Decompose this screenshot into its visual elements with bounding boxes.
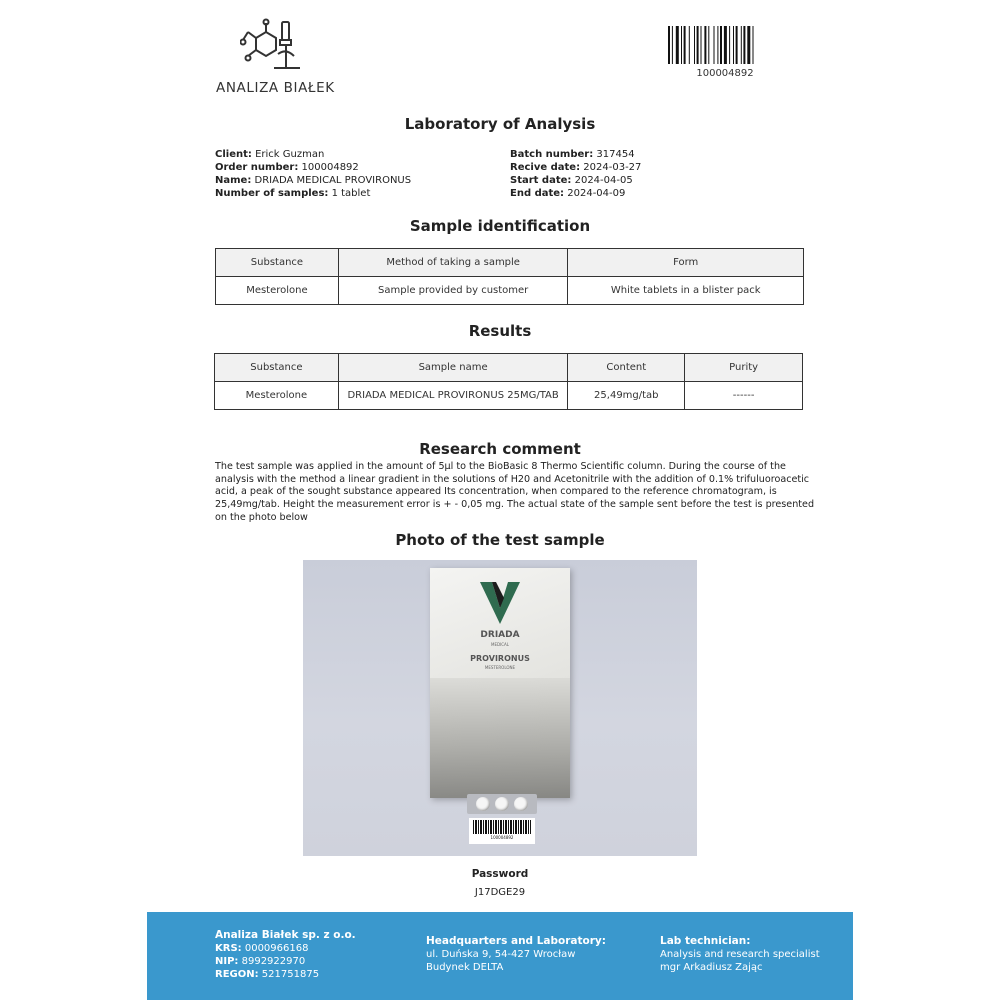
table-cell: Mesterolone bbox=[216, 277, 339, 305]
barcode-bar bbox=[689, 26, 690, 64]
table-cell: ------ bbox=[685, 382, 803, 410]
barcode-bar bbox=[708, 26, 709, 64]
tablet bbox=[476, 797, 490, 811]
barcode-bar bbox=[668, 26, 670, 64]
sample-identification-heading: Sample identification bbox=[409, 217, 591, 235]
info-receive-date: Recive date: 2024-03-27 bbox=[510, 162, 642, 173]
test-sample-photo bbox=[303, 560, 697, 856]
barcode-bar bbox=[676, 26, 679, 64]
research-comment-heading: Research comment bbox=[419, 440, 581, 458]
barcode-bar bbox=[681, 26, 682, 64]
info-order-number: Order number: 100004892 bbox=[215, 162, 359, 173]
tech-title: Analysis and research specialist bbox=[660, 949, 820, 960]
barcode-number: 100004892 bbox=[696, 68, 754, 79]
barcode-bar bbox=[684, 26, 686, 64]
table-cell: Sample provided by customer bbox=[338, 277, 568, 305]
label-number: 100004892 bbox=[490, 835, 514, 840]
table-header-cell: Form bbox=[568, 249, 804, 277]
sample-identification-table bbox=[215, 248, 804, 305]
table-header-cell: Purity bbox=[685, 354, 803, 382]
tech-heading: Lab technician: bbox=[660, 935, 751, 947]
info-end-date: End date: 2024-04-09 bbox=[510, 188, 626, 199]
barcode-bar bbox=[701, 26, 702, 64]
footer-lab-technician bbox=[660, 935, 820, 974]
company-name: Analiza Białek sp. z o.o. bbox=[215, 929, 356, 941]
box-medical: MEDICAL bbox=[491, 642, 509, 647]
barcode-bar bbox=[720, 26, 722, 64]
table-cell: White tablets in a blister pack bbox=[568, 277, 804, 305]
sample-label bbox=[469, 818, 535, 844]
table-row bbox=[216, 277, 804, 305]
box-artwork bbox=[430, 678, 570, 798]
barcode-bar bbox=[697, 26, 699, 64]
barcode-bar bbox=[753, 26, 754, 64]
barcode-bar bbox=[724, 26, 727, 64]
photo-heading: Photo of the test sample bbox=[395, 531, 605, 549]
barcode-bar bbox=[672, 26, 673, 64]
brand-v-logo-icon bbox=[478, 578, 522, 626]
barcode-bar bbox=[747, 26, 750, 64]
table-header-cell: Substance bbox=[215, 354, 339, 382]
hq-heading: Headquarters and Laboratory: bbox=[426, 935, 606, 947]
label-barcode-icon bbox=[473, 820, 531, 834]
table-header-cell: Sample name bbox=[338, 354, 568, 382]
table-cell: Mesterolone bbox=[215, 382, 339, 410]
results-table bbox=[214, 353, 803, 410]
page-title: Laboratory of Analysis bbox=[404, 115, 596, 133]
product-box bbox=[430, 568, 570, 798]
password-label: Password bbox=[471, 868, 529, 880]
blister-pack bbox=[467, 794, 537, 814]
info-client: Client: Erick Guzman bbox=[215, 149, 325, 160]
company-krs: KRS: 0000966168 bbox=[215, 943, 309, 954]
research-comment-text: The test sample was applied in the amount of 5µl to the BioBasic 8 Thermo Scientific column. During the course of the analysis with the method a linear gradient in the solutions of H20 and Acetonitrile with the addition of 0.1% trifuluoroacetic acid, a peak of the sought substance appeared Its concentration, when compared to the reference chromatogram, is 25,49mg/tab. Height the measurement error is + - 0,05 mg. The actual state of the sample sent before the test is presented on the photo below bbox=[215, 461, 815, 523]
barcode-bar bbox=[717, 26, 718, 64]
box-brand: DRIADA bbox=[480, 630, 520, 640]
hq-building: Budynek DELTA bbox=[426, 962, 504, 973]
barcode-bar bbox=[741, 26, 742, 64]
tablet bbox=[495, 797, 509, 811]
table-header-row bbox=[215, 354, 803, 382]
order-info-right bbox=[510, 148, 641, 200]
footer-headquarters bbox=[426, 935, 606, 974]
barcode-bar bbox=[733, 26, 734, 64]
results-heading: Results bbox=[468, 322, 532, 340]
order-info-left bbox=[215, 148, 411, 200]
barcode-bar bbox=[743, 26, 745, 64]
company-regon: REGON: 521751875 bbox=[215, 969, 320, 980]
info-name: Name: DRIADA MEDICAL PROVIRONUS bbox=[215, 175, 412, 186]
barcode-bar bbox=[694, 26, 695, 64]
footer bbox=[147, 912, 853, 1000]
barcode-icon bbox=[668, 26, 782, 64]
barcode-bar bbox=[714, 26, 715, 64]
table-header-cell: Content bbox=[568, 354, 685, 382]
table-cell: DRIADA MEDICAL PROVIRONUS 25MG/TAB bbox=[338, 382, 568, 410]
footer-company bbox=[215, 929, 356, 981]
company-nip: NIP: 8992922970 bbox=[215, 956, 306, 967]
table-header-cell: Method of taking a sample bbox=[338, 249, 568, 277]
barcode-bar bbox=[729, 26, 730, 64]
table-row bbox=[215, 382, 803, 410]
box-product: PROVIRONUS bbox=[470, 654, 530, 663]
molecule-microscope-icon bbox=[240, 18, 304, 76]
password-value: J17DGE29 bbox=[474, 887, 526, 898]
logo-text: ANALIZA BIAŁEK bbox=[216, 80, 335, 96]
company-logo bbox=[216, 18, 336, 98]
barcode-bar bbox=[736, 26, 738, 64]
table-header-row bbox=[216, 249, 804, 277]
hq-address: ul. Duńska 9, 54-427 Wrocław bbox=[426, 949, 576, 960]
tech-name: mgr Arkadiusz Zając bbox=[660, 962, 763, 973]
tablet bbox=[514, 797, 528, 811]
box-subtitle: MESTEROLONE bbox=[484, 665, 516, 670]
table-cell: 25,49mg/tab bbox=[568, 382, 685, 410]
barcode-bar bbox=[704, 26, 706, 64]
order-barcode bbox=[668, 26, 782, 64]
info-number-of-samples: Number of samples: 1 tablet bbox=[215, 188, 371, 199]
info-batch-number: Batch number: 317454 bbox=[510, 149, 635, 160]
info-start-date: Start date: 2024-04-05 bbox=[510, 175, 633, 186]
table-header-cell: Substance bbox=[216, 249, 339, 277]
